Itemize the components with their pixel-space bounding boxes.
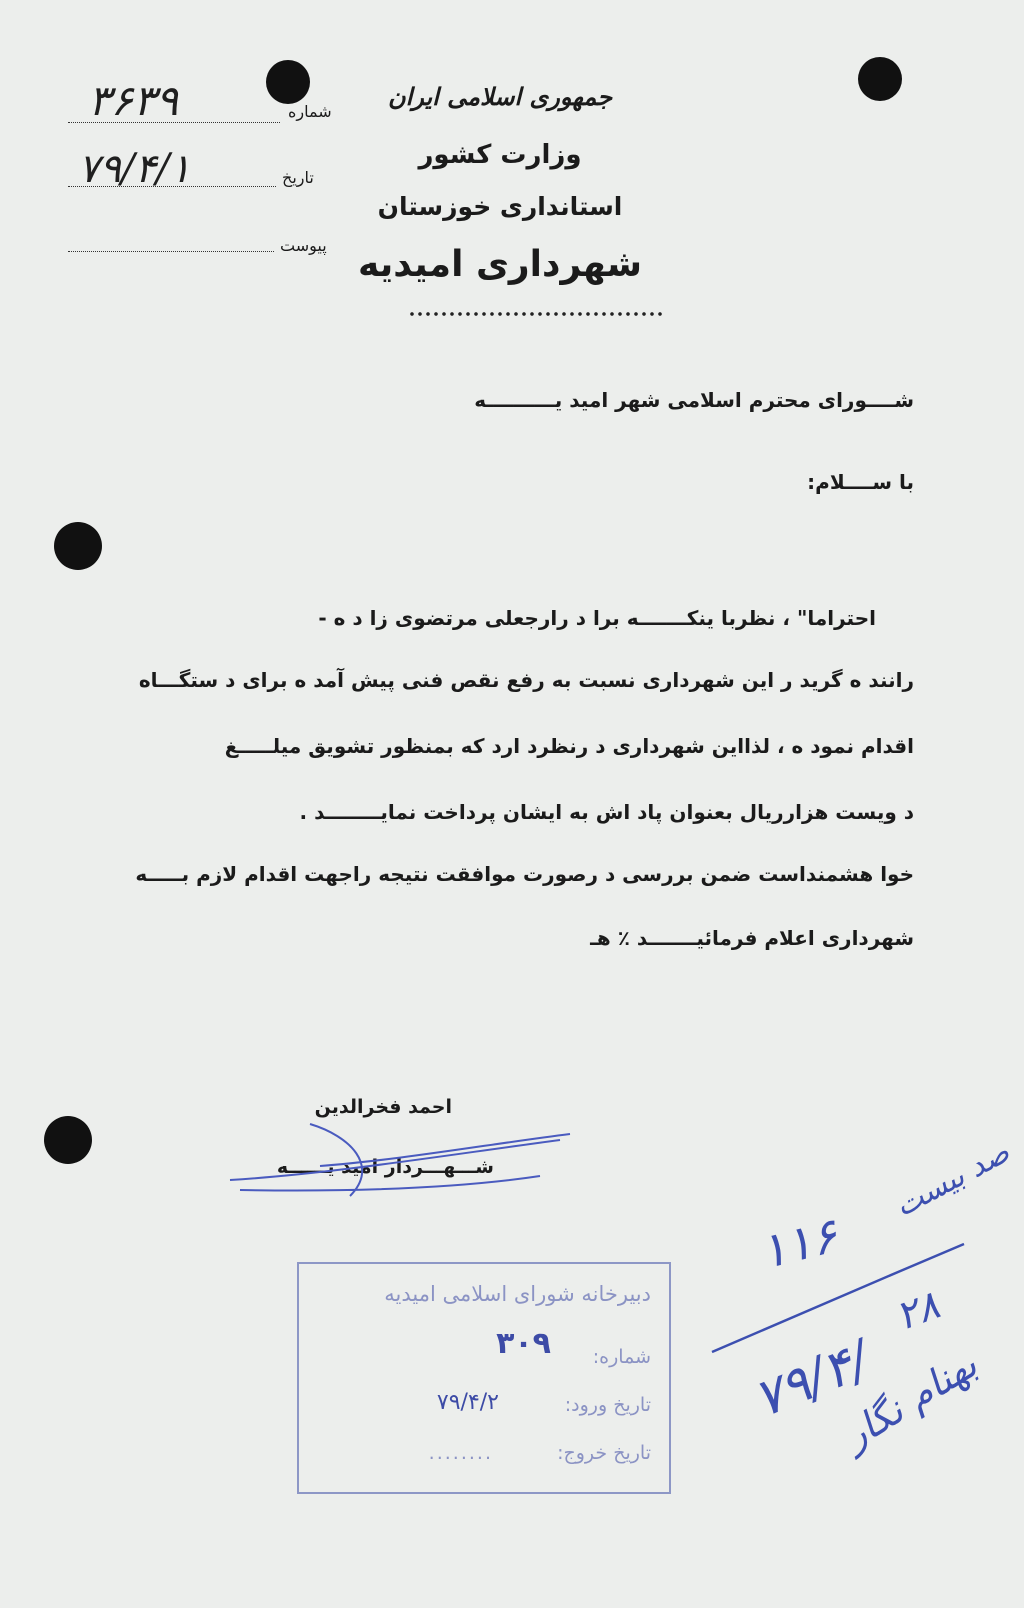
stamp-number-value: ۳۰۹ <box>496 1326 551 1361</box>
stamp-entry-value: ۷۹/۴/۲ <box>436 1390 499 1415</box>
punch-hole <box>54 522 102 570</box>
stamp-title: دبیرخانه شورای اسلامی امیدیه <box>384 1282 651 1306</box>
annotation-day: ۲۸ <box>889 1282 946 1340</box>
annotation-note: بهنام نگار <box>835 1342 985 1458</box>
addressee: شــــورای محترم اسلامی شهر امید یــــــــــه <box>474 388 914 412</box>
stamp-number-label: شماره: <box>592 1346 651 1368</box>
letterhead-governorate: استانداری خوزستان <box>377 192 623 221</box>
greeting: با ســــلام: <box>807 470 914 494</box>
body-line-1: احتراما" ، نظربا ینکـــــــه برا د رارجعلی مرتضوی زا د ه - <box>318 606 876 630</box>
signature-name: احمد فخرالدین <box>314 1096 452 1118</box>
attachment-line <box>68 251 274 252</box>
date-value: ۷۹/۴/۱ <box>78 146 191 192</box>
signature-title: شـــهـــردار امید یــــــه <box>276 1156 494 1178</box>
stamp-dots: ........ <box>428 1442 493 1464</box>
body-line-6: شهرداری اعلام فرمائیـــــــد ٪ هـ <box>590 926 914 950</box>
signature-scribble <box>200 1096 580 1206</box>
body-line-4: د ویست هزارریال بعنوان پاد اش به ایشان پرداخت نمایــــــــد . <box>299 800 914 824</box>
punch-hole <box>44 1116 92 1164</box>
letterhead-republic: جمهوری اسلامی ایران <box>387 82 613 111</box>
number-label: شماره <box>288 102 332 121</box>
stamp-entry-label: تاریخ ورود: <box>564 1394 651 1416</box>
annotation-number: ۱۱۶ <box>754 1207 843 1281</box>
letterhead-municipality: شهرداری امیدیه <box>357 244 643 285</box>
body-line-2: رانند ه گرید ر این شهرداری نسبت به رفع نقص فنی پیش آمد ه برای د ستگـــاه <box>138 668 914 692</box>
stamp-exit-label: تاریخ خروج: <box>557 1442 651 1464</box>
date-label: تاریخ <box>282 168 314 187</box>
letterhead-divider <box>408 310 664 318</box>
annotation-date: ۷۹/۴/ <box>745 1329 878 1431</box>
punch-hole <box>266 60 310 104</box>
number-value: ۳۶۳۹ <box>88 76 179 125</box>
attachment-label: پیوست <box>280 236 327 255</box>
punch-hole <box>858 57 902 101</box>
registry-stamp <box>297 1262 671 1494</box>
body-line-3: اقدام نمود ه ، لذااین شهرداری د رنظرد ارد که بمنظور تشویق میلـــــغ <box>224 734 914 758</box>
body-line-5: خوا هشمنداست ضمن بررسی د رصورت موافقت نتیجه راجهت اقدام لازم بـــــه <box>135 862 914 886</box>
annotation-line1: صد بیست <box>889 1134 1016 1225</box>
letterhead-ministry: وزارت کشور <box>418 140 582 170</box>
